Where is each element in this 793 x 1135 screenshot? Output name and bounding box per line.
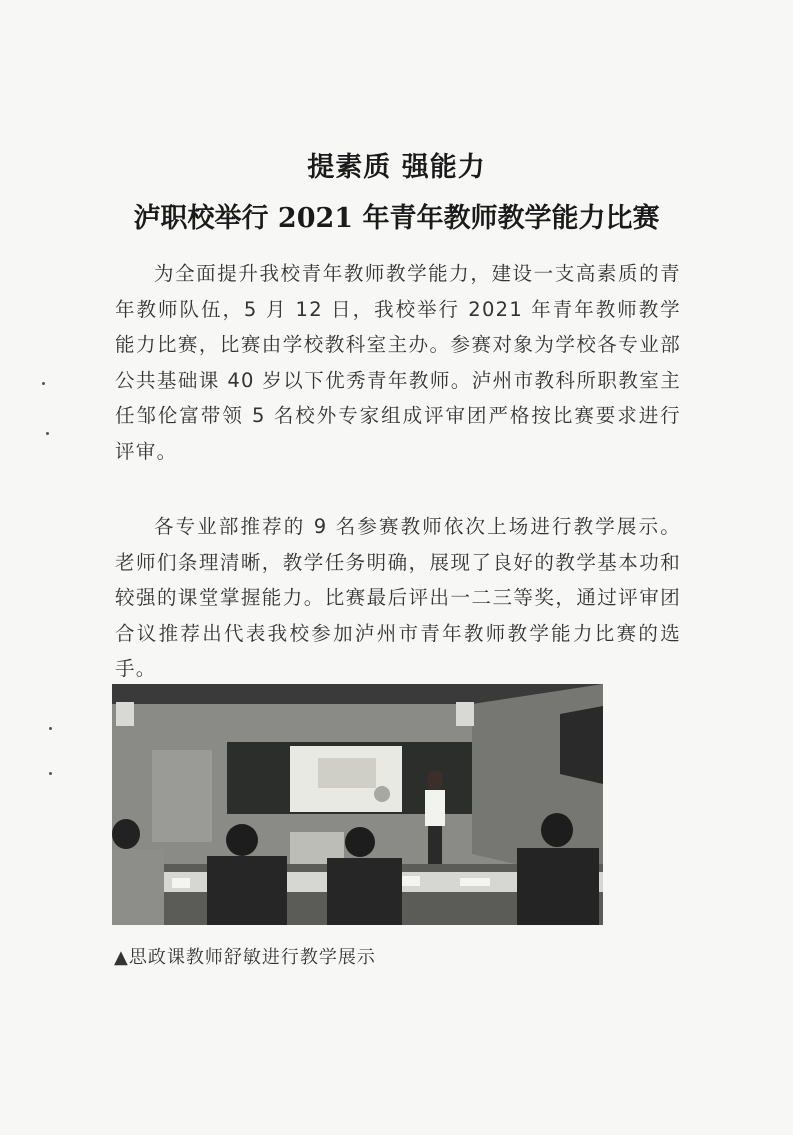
classroom-photo bbox=[112, 684, 603, 925]
classroom-photo-drawing bbox=[112, 684, 603, 925]
article-title: 提素质 强能力 bbox=[307, 152, 486, 183]
photo-caption: ▲思政课教师舒敏进行教学展示 bbox=[114, 947, 376, 968]
article-subtitle: 泸职校举行 2021 年青年教师教学能力比赛 bbox=[133, 203, 660, 234]
margin-dot bbox=[42, 382, 45, 385]
margin-dot bbox=[49, 772, 52, 775]
margin-dot bbox=[46, 432, 49, 435]
paragraph-2: 各专业部推荐的 9 名参赛教师依次上场进行教学展示。老师们条理清晰，教学任务明确，展现了良好的教学基本功和较强的课堂掌握能力。比赛最后评出一二三等奖，通过评审团合议推荐出代表我校参加泸州市青年教师教学能力比赛的选手。 bbox=[115, 515, 681, 680]
margin-dot bbox=[49, 727, 52, 730]
paragraph-1: 为全面提升我校青年教师教学能力，建设一支高素质的青年教师队伍，5 月 12 日，我校举行 2021 年青年教师教学能力比赛，比赛由学校教科室主办。参赛对象为学校各专业部公共基础课 40 岁以下优秀青年教师。泸州市教科所职教室主任邹伦富带领 5 名校外专家组成评审团严格按比赛要求进行评审。 bbox=[115, 262, 681, 463]
